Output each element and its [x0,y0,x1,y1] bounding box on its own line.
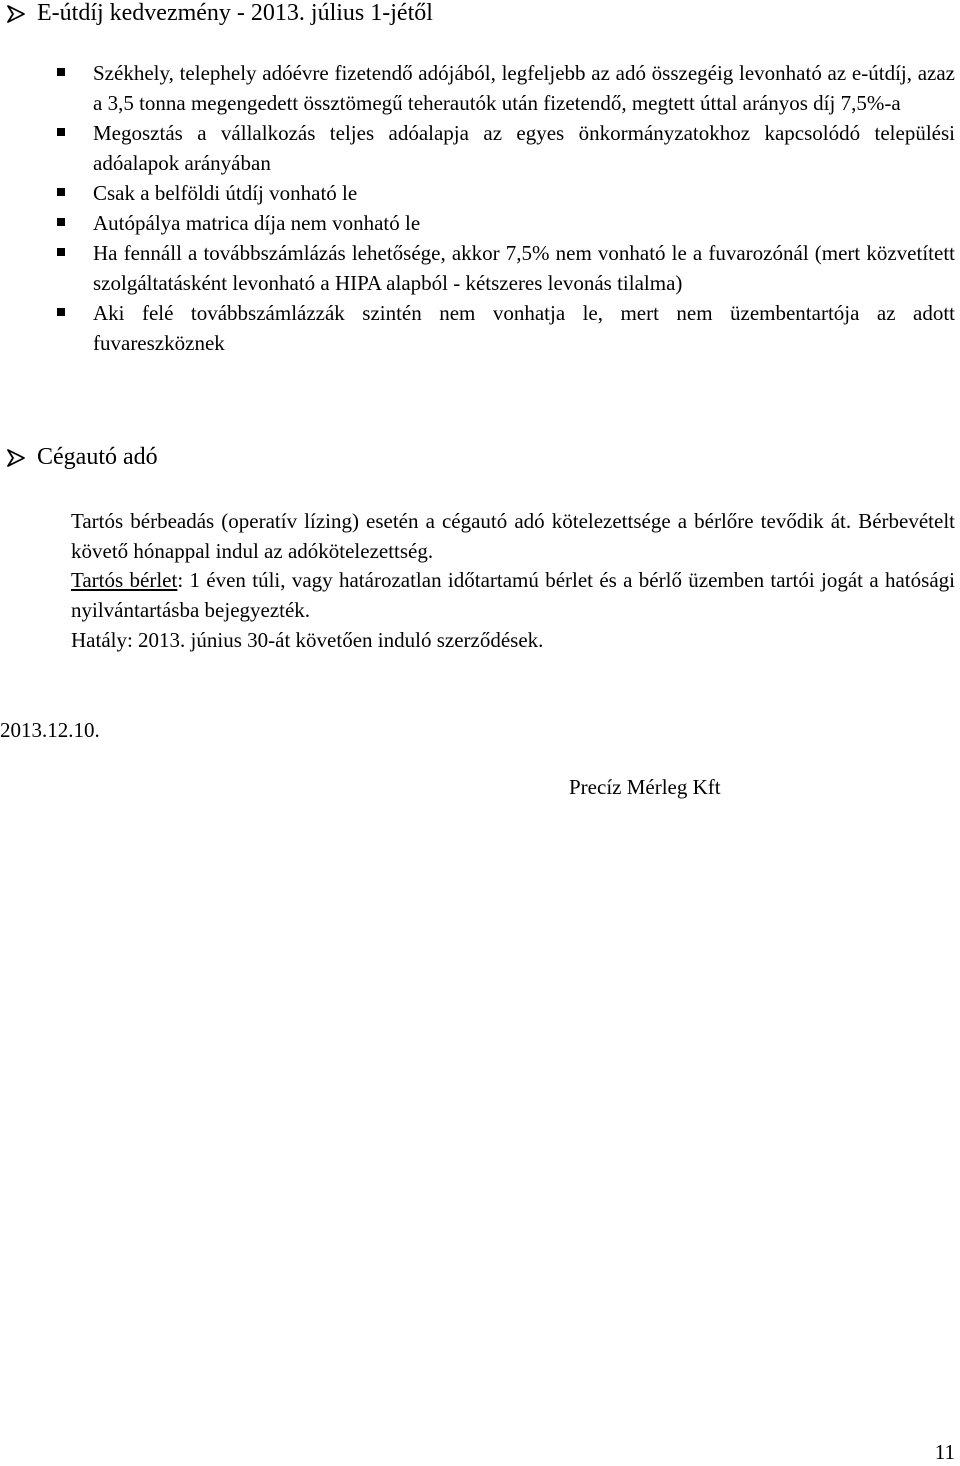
square-bullet-icon [57,248,65,256]
arrow-bullet-icon [6,4,28,24]
square-bullet-icon [57,308,65,316]
list-item: Csak a belföldi útdíj vonható le [0,178,960,208]
paragraph-operativ-lizing: Tartós bérbeadás (operatív lízing) esetén a cégautó adó kötelezettsége a bérlőre tevődik át. Bérbevételt követő hónappal indul az adókötelezettség. [71,509,955,563]
section-title: Cégautó adó [37,444,158,470]
square-bullet-icon [57,218,65,226]
list-item: Autópálya matrica díja nem vonható le [0,208,960,238]
page-number: 11 [934,1440,955,1464]
definition-term: Tartós bérlet [71,568,178,592]
paragraph-tartos-berlet [71,565,955,625]
list-item: Aki felé továbbszámlázzák szintén nem vonhatja le, mert nem üzembentartója az adott fuvareszköznek [0,298,960,358]
company-name: Precíz Mérleg Kft [569,775,721,799]
section-title: E-útdíj kedvezmény - 2013. július 1-jétől [37,0,433,26]
square-bullet-icon [57,128,65,136]
square-bullet-icon [57,188,65,196]
section-heading-cegauto [6,444,158,471]
paragraph-hataly: Hatály: 2013. június 30-át követően induló szerződések. [71,628,544,652]
list-item: Megosztás a vállalkozás teljes adóalapja az egyes önkormányzatokhoz kapcsolódó települési adóalapok arányában [0,118,960,178]
section-heading-eutdij [6,0,433,27]
eutdij-bullet-list [0,58,960,358]
document-date: 2013.12.10. [0,718,100,742]
square-bullet-icon [57,68,65,76]
list-item: Székhely, telephely adóévre fizetendő adójából, legfeljebb az adó összegéig levonható az e-útdíj, azaz a 3,5 tonna megengedett össztömegű teherautók után fizetendő, megtett úttal arányos díj 7,5%-a [0,58,960,118]
definition-text: : 1 éven túli, vagy határozatlan időtartamú bérlet és a bérlő üzemben tartói jogát a hatósági nyilvántartásba bejegyezték. [71,568,955,622]
list-item: Ha fennáll a továbbszámlázás lehetősége, akkor 7,5% nem vonható le a fuvarozónál (mert közvetített szolgáltatásként levonható a HIPA alapból - kétszeres levonás tilalma) [0,238,960,298]
arrow-bullet-icon [6,448,28,468]
